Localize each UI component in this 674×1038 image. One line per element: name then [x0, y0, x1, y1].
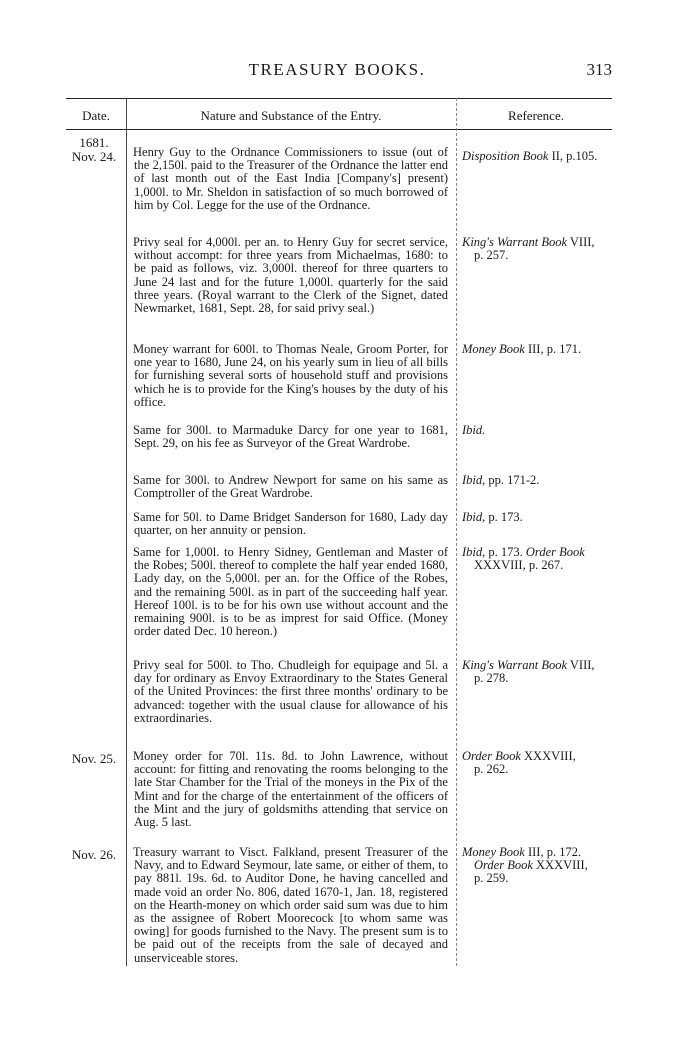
reference-cell	[462, 424, 614, 437]
column-header-reference: Reference.	[508, 108, 564, 123]
reference-book: Ibid.	[462, 423, 486, 437]
date-cell: Nov. 25.	[71, 751, 117, 766]
reference-detail-line3: p. 259.	[474, 871, 509, 886]
reference-detail-line2: p. 262.	[474, 762, 509, 777]
reference-book: Order Book	[462, 749, 521, 763]
date-cell: Nov. 26.	[71, 847, 117, 862]
column-divider-reference	[456, 98, 457, 966]
date-year: 1681.	[79, 135, 109, 150]
entry-text: Privy seal for 500l. to Tho. Chudleigh for equipage and 5l. a day for ordinary as Envoy Extraordinary to the States General of the United Provinces: the first three months' ordinary to be advanced: together with the usual clause for allowance of his extraordinaries.	[133, 658, 448, 725]
column-header-date: Date.	[82, 108, 110, 123]
entry-text: Money warrant for 600l. to Thomas Neale, Groom Porter, for one year to 1680, June 24, on his yearly sum in lieu of all bills for furnishing several sorts of household stuff and provisions which he is to provide for the King's houses by the duty of his office.	[133, 342, 448, 409]
reference-book-secondary: Order Book	[474, 858, 533, 873]
entry-text: Henry Guy to the Ordnance Commissioners to issue (out of the 2,150l. paid to the Treasurer of the Ordnance the latter end of last month out of the East India [Company's] present) 1,000l. to Mr. Sheldon in satisfaction of so much borrowed of him by Col. Legge for the use of the Ordnance.	[133, 145, 448, 212]
reference-cell	[462, 659, 614, 685]
reference-detail: III, p. 172.	[524, 845, 582, 859]
entry-text: Same for 300l. to Marmaduke Darcy for one year to 1681, Sept. 29, on his fee as Surveyor of the Great Wardrobe.	[133, 423, 448, 451]
entry-text: Same for 300l. to Andrew Newport for same on his same as Comptroller of the Great Wardrobe.	[133, 473, 448, 501]
reference-detail: p. 173.	[485, 545, 526, 559]
column-header-nature: Nature and Substance of the Entry.	[200, 108, 382, 123]
reference-book: Ibid,	[462, 473, 486, 487]
reference-book: King's Warrant Book	[462, 235, 567, 249]
reference-book-secondary: Order Book	[525, 545, 585, 559]
page-header	[0, 60, 674, 84]
reference-cell	[462, 511, 614, 524]
reference-detail-line2: p. 278.	[474, 671, 509, 686]
reference-book: Money Book	[462, 342, 525, 356]
reference-cell	[462, 150, 614, 163]
reference-detail: VIII,	[567, 235, 595, 249]
reference-detail: III, p. 171.	[524, 342, 582, 356]
reference-detail: II, p.105.	[548, 149, 598, 163]
page-number: 313	[586, 60, 612, 79]
reference-cell	[462, 343, 614, 356]
reference-cell	[462, 546, 614, 572]
reference-detail-line2-text: XXXVIII,	[532, 858, 588, 873]
reference-detail-line2: XXXVIII, p. 267.	[474, 558, 564, 573]
reference-detail: XXXVIII,	[520, 749, 576, 763]
entry-text: Money order for 70l. 11s. 8d. to John Lawrence, without account: for fitting and renovating the rooms belonging to the late Star Chamber for the Trial of the moneys in the Pix of the Mint and for the charge of the entertainment of the officers of the Mint and the jury of goldsmiths attending that service on Aug. 5 last.	[133, 749, 448, 830]
reference-book: Ibid,	[462, 545, 486, 559]
table-top-rule	[66, 98, 612, 99]
entry-text: Same for 1,000l. to Henry Sidney, Gentleman and Master of the Robes; 500l. thereof to complete the half year ended 1680, Lady day, on the 5,000l. per an. for the Office of the Robes, and the remaining 500l. as in part of the succeeding half year. Hereof 100l. is to be for his own use without account and the remaining 900l. is to be as imprest for said Office. (Money order dated Dec. 10 hereon.)	[133, 545, 448, 639]
reference-detail: p. 173.	[485, 510, 523, 524]
running-title: TREASURY BOOKS.	[248, 60, 426, 79]
reference-book: Money Book	[462, 845, 525, 859]
reference-cell	[462, 750, 614, 776]
header-bottom-rule	[66, 129, 612, 130]
reference-cell	[462, 474, 614, 487]
reference-detail: VIII,	[567, 658, 595, 672]
reference-cell	[462, 236, 614, 262]
entry-text: Privy seal for 4,000l. per an. to Henry Guy for secret service, without accompt: for three years from Michaelmas, 1680: to be paid as follows, viz. 3,000l. thereof for three quarters to June 24 last and for the future 1,000l. quarterly for the said three years. (Royal warrant to the Clerk of the Signet, dated Newmarket, 1681, Sept. 28, for said privy seal.)	[133, 235, 448, 316]
reference-detail-line2: p. 257.	[474, 248, 509, 263]
reference-book: Disposition Book	[462, 149, 549, 163]
entry-text: Treasury warrant to Visct. Falkland, present Treasurer of the Navy, and to Edward Seymour, late same, or either of them, to pay 881l. 19s. 6d. to Auditor Done, he having cancelled and made void an order No. 806, dated 1670-1, Jan. 18, registered on the Hearth-money on which order said sum was due to him as the assignee of Robert Moorecock [to whom same was owing] for goods furnished to the Navy. The present sum is to be paid out of the receipts from the sale of decayed and unserviceable stores.	[133, 845, 448, 965]
reference-cell	[462, 846, 614, 886]
reference-detail: pp. 171-2.	[485, 473, 540, 487]
reference-book: King's Warrant Book	[462, 658, 567, 672]
entry-text: Same for 50l. to Dame Bridget Sanderson for 1680, Lady day quarter, on her annuity or pension.	[133, 510, 448, 538]
column-divider-date	[126, 98, 127, 966]
reference-book: Ibid,	[462, 510, 486, 524]
date-cell: Nov. 24.	[71, 149, 117, 164]
